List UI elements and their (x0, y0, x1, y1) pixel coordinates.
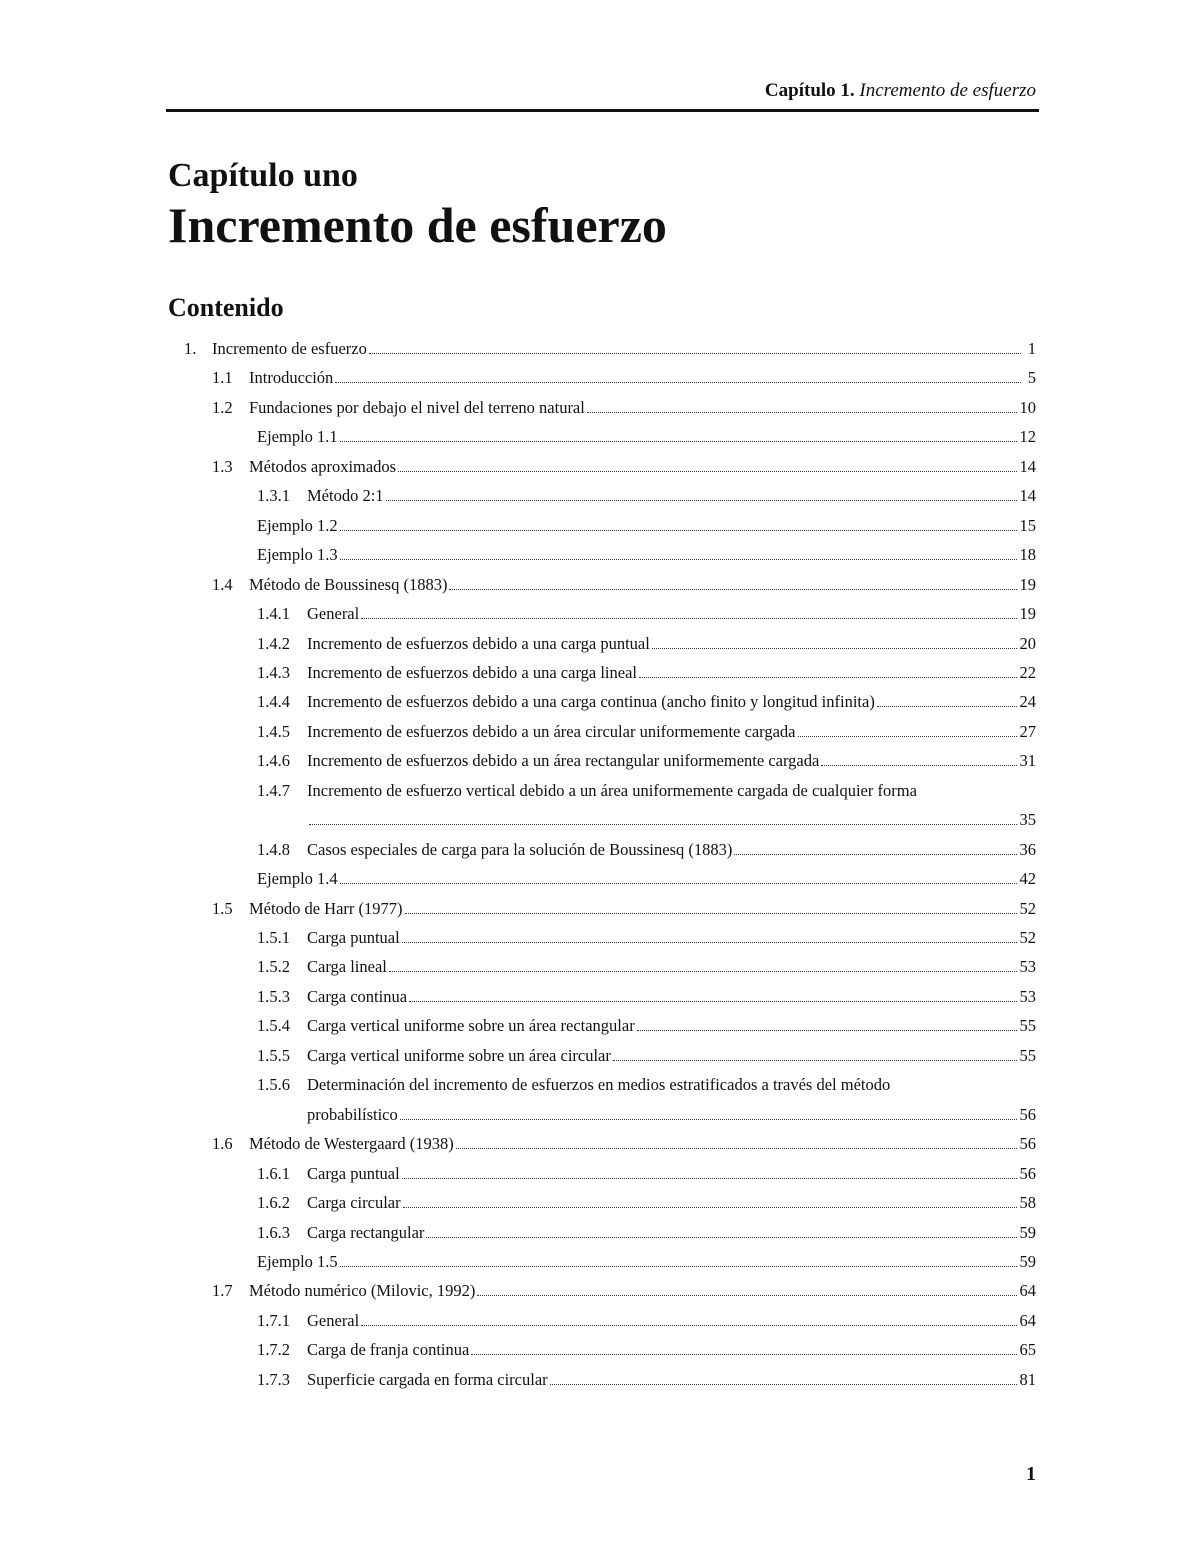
toc-entry-page: 15 (1019, 515, 1036, 535)
toc-entry-page: 55 (1019, 1016, 1036, 1036)
toc-entry[interactable] (0, 717, 1200, 746)
toc-entry-number: 1.6 (212, 1134, 233, 1154)
toc-entry-page: 81 (1019, 1369, 1036, 1389)
toc-entry[interactable] (0, 1306, 1200, 1335)
toc-leader-dots (456, 1148, 1017, 1149)
toc-leader-dots (877, 706, 1017, 707)
toc-entry-number: 1.7.2 (257, 1340, 290, 1360)
toc-entry-page: 18 (1019, 545, 1036, 565)
toc-entry-title: Carga rectangular (307, 1222, 425, 1242)
toc-entry[interactable] (0, 422, 1200, 451)
toc-entry-title: Incremento de esfuerzos debido a una carga continua (ancho finito y longitud infinita) (307, 692, 875, 712)
toc-leader-dots (361, 1325, 1016, 1326)
toc-entry-page: 35 (1019, 810, 1036, 830)
page-number: 1 (1026, 1463, 1036, 1485)
toc-entry-title: Carga de franja continua (307, 1340, 470, 1360)
contents-heading: Contenido (168, 293, 284, 322)
toc-entry-number: 1.7.3 (257, 1369, 290, 1389)
toc-entry[interactable] (0, 511, 1200, 540)
toc-entry-number: 1.3 (212, 456, 233, 476)
toc-entry-title: Ejemplo 1.4 (257, 869, 338, 889)
toc-leader-dots (409, 1001, 1016, 1002)
toc-entry-title: Ejemplo 1.2 (257, 515, 338, 535)
toc-entry-title: Método numérico (Milovic, 1992) (249, 1281, 476, 1301)
toc-entry-title: Métodos aproximados (249, 456, 397, 476)
toc-leader-dots (386, 500, 1017, 501)
toc-entry-number: 1. (184, 339, 197, 358)
toc-entry-number: 1.4.4 (257, 692, 290, 712)
toc-entry[interactable] (0, 864, 1200, 893)
toc-entry[interactable] (0, 776, 1200, 805)
toc-entry-title: Casos especiales de carga para la solución de Boussinesq (1883) (307, 839, 733, 859)
toc-entry-title: Ejemplo 1.5 (257, 1251, 338, 1271)
toc-entry-number: 1.4.1 (257, 604, 290, 624)
toc-entry-title: Carga circular (307, 1193, 401, 1213)
toc-leader-dots (550, 1384, 1017, 1385)
toc-entry-page: 56 (1019, 1163, 1036, 1183)
toc-entry-title: Carga vertical uniforme sobre un área rectangular (307, 1016, 635, 1036)
toc-entry[interactable] (0, 1011, 1200, 1040)
toc-entry-title: Método de Boussinesq (1883) (249, 574, 448, 594)
toc-entry-page: 12 (1019, 427, 1036, 447)
toc-entry[interactable] (0, 481, 1200, 510)
toc-entry-title: Ejemplo 1.1 (257, 427, 338, 447)
toc-leader-dots (309, 824, 1017, 825)
toc-entry[interactable] (0, 658, 1200, 687)
toc-entry[interactable] (0, 952, 1200, 981)
toc-entry-title: Introducción (249, 368, 334, 388)
toc-entry-continuation[interactable] (0, 1100, 1200, 1129)
toc-leader-dots (734, 854, 1016, 855)
toc-entry[interactable] (0, 1159, 1200, 1188)
toc-entry[interactable] (0, 1276, 1200, 1305)
toc-entry-number: 1.4.6 (257, 751, 290, 771)
toc-entry-page: 64 (1019, 1281, 1036, 1301)
toc-entry-title: Ejemplo 1.3 (257, 545, 338, 565)
toc-leader-dots (340, 441, 1017, 442)
toc-entry-page: 10 (1019, 397, 1036, 417)
toc-entry[interactable] (0, 334, 1200, 363)
toc-entry-page: 59 (1019, 1222, 1036, 1242)
toc-entry-title: Carga continua (307, 986, 408, 1006)
toc-entry-title: Incremento de esfuerzos debido a un área circular uniformemente cargada (307, 721, 796, 741)
toc-entry[interactable] (0, 452, 1200, 481)
toc-entry[interactable] (0, 1041, 1200, 1070)
toc-entry-title: Carga puntual (307, 1163, 400, 1183)
toc-entry[interactable] (0, 570, 1200, 599)
toc-entry-page: 5 (1027, 368, 1036, 388)
toc-entry-page: 19 (1019, 574, 1036, 594)
toc-leader-dots (449, 589, 1016, 590)
toc-entry-number: 1.4.5 (257, 721, 290, 741)
toc-entry[interactable] (0, 1335, 1200, 1364)
toc-entry-number: 1.5.4 (257, 1016, 290, 1036)
toc-entry[interactable] (0, 923, 1200, 952)
toc-entry-title: Fundaciones por debajo el nivel del terreno natural (249, 397, 585, 417)
toc-leader-dots (340, 883, 1017, 884)
toc-entry[interactable] (0, 599, 1200, 628)
toc-entry-number: 1.7.1 (257, 1310, 290, 1330)
toc-entry[interactable] (0, 1247, 1200, 1276)
toc-entry-number: 1.5.6 (257, 1075, 290, 1095)
toc-entry[interactable] (0, 363, 1200, 392)
toc-entry-title: Método 2:1 (307, 486, 384, 506)
toc-leader-dots (652, 648, 1017, 649)
toc-entry-page: 24 (1019, 692, 1036, 712)
toc-entry-page: 31 (1019, 751, 1036, 771)
toc-entry-title: Incremento de esfuerzos debido a una carga puntual (307, 633, 650, 653)
toc-entry-title: Incremento de esfuerzos debido a una carga lineal (307, 662, 637, 682)
toc-entry-number: 1.4.2 (257, 633, 290, 653)
toc-entry[interactable] (0, 982, 1200, 1011)
toc-entry-page: 59 (1019, 1251, 1036, 1271)
toc-entry-page: 64 (1019, 1310, 1036, 1330)
toc-entry-number: 1.5 (212, 898, 233, 918)
toc-entry[interactable] (0, 629, 1200, 658)
toc-entry-number: 1.2 (212, 397, 233, 417)
toc-entry-number: 1.6.3 (257, 1222, 290, 1242)
toc-entry-page: 56 (1019, 1134, 1036, 1154)
toc-leader-dots (340, 530, 1017, 531)
toc-entry-number: 1.4 (212, 574, 233, 594)
toc-entry-page: 27 (1019, 721, 1036, 741)
toc-leader-dots (637, 1030, 1017, 1031)
toc-leader-dots (369, 353, 1021, 354)
toc-entry[interactable] (0, 746, 1200, 775)
toc-entry-page: 52 (1019, 928, 1036, 947)
toc-leader-dots (403, 1207, 1017, 1208)
toc-entry-page: 36 (1019, 839, 1036, 859)
chapter-label: Capítulo uno (168, 157, 358, 194)
toc-entry[interactable] (0, 1129, 1200, 1158)
toc-entry[interactable] (0, 894, 1200, 923)
toc-entry-title: Incremento de esfuerzos debido a un área rectangular uniformemente cargada (307, 751, 820, 771)
toc-entry-number: 1.6.2 (257, 1193, 290, 1213)
toc-leader-dots (587, 412, 1017, 413)
toc-leader-dots (389, 971, 1017, 972)
toc-entry-title: Incremento de esfuerzo (212, 339, 367, 358)
toc-entry-title: Incremento de esfuerzo vertical debido a un área uniformemente cargada de cualquier forma (307, 780, 917, 800)
toc-entry-page: 53 (1019, 957, 1036, 977)
toc-entry-number: 1.5.2 (257, 957, 290, 977)
toc-entry-page: 1 (1027, 339, 1036, 358)
toc-leader-dots (398, 471, 1016, 472)
toc-entry-continuation[interactable] (0, 805, 1200, 834)
toc-entry-title: Método de Westergaard (1938) (249, 1134, 454, 1154)
toc-leader-dots (340, 559, 1017, 560)
chapter-title: Incremento de esfuerzo (168, 197, 667, 253)
toc-entry-number: 1.3.1 (257, 486, 290, 506)
toc-leader-dots (798, 736, 1017, 737)
toc-leader-dots (405, 913, 1017, 914)
toc-leader-dots (402, 1178, 1017, 1179)
toc-entry-number: 1.4.8 (257, 839, 290, 859)
toc-entry-title: Método de Harr (1977) (249, 898, 403, 918)
toc-leader-dots (426, 1237, 1016, 1238)
toc-entry-title: Carga vertical uniforme sobre un área circular (307, 1045, 611, 1065)
header-rule (166, 109, 1039, 112)
toc-entry-title: Determinación del incremento de esfuerzos en medios estratificados a través del método (307, 1075, 891, 1095)
toc-entry[interactable] (0, 1188, 1200, 1217)
toc-entry[interactable] (0, 393, 1200, 422)
toc-entry[interactable] (0, 540, 1200, 569)
toc-entry-title: Superficie cargada en forma circular (307, 1369, 548, 1389)
toc-leader-dots (613, 1060, 1017, 1061)
toc-entry-page: 14 (1019, 486, 1036, 506)
toc-entry-page: 20 (1019, 633, 1036, 653)
toc-leader-dots (821, 765, 1016, 766)
toc-entry-number: 1.5.5 (257, 1045, 290, 1065)
toc-entry-page: 53 (1019, 986, 1036, 1006)
toc-entry-page: 14 (1019, 456, 1036, 476)
toc-entry-number: 1.1 (212, 368, 233, 388)
toc-leader-dots (639, 677, 1017, 678)
toc-entry-page: 22 (1019, 662, 1036, 682)
toc-entry-page: 56 (1019, 1104, 1036, 1124)
toc-entry-page: 42 (1019, 869, 1036, 889)
toc-entry[interactable] (0, 1365, 1200, 1394)
running-header-title: Incremento de esfuerzo (859, 80, 1036, 101)
toc-entry-page: 58 (1019, 1193, 1036, 1213)
toc-entry-number: 1.6.1 (257, 1163, 290, 1183)
toc-entry-page: 55 (1019, 1045, 1036, 1065)
toc-entry-number: 1.5.1 (257, 928, 290, 947)
toc-leader-dots (340, 1266, 1017, 1267)
toc-entry-page: 52 (1019, 898, 1036, 918)
toc-entry-title: Carga puntual (307, 928, 400, 947)
toc-entry[interactable] (0, 1070, 1200, 1099)
toc-entry-title: Carga lineal (307, 957, 387, 977)
toc-entry[interactable] (0, 687, 1200, 716)
running-header-label: Capítulo 1. (764, 80, 855, 101)
toc-leader-dots (361, 618, 1016, 619)
running-header (168, 80, 1036, 102)
toc-leader-dots (400, 1119, 1017, 1120)
toc-entry-title: General (307, 1310, 360, 1330)
toc-entry-page: 65 (1019, 1340, 1036, 1360)
toc-leader-dots (402, 942, 1017, 943)
toc-entry-title-continued: probabilístico (307, 1104, 398, 1124)
toc-entry-number: 1.4.3 (257, 662, 290, 682)
toc-entry-page: 19 (1019, 604, 1036, 624)
toc-leader-dots (335, 382, 1021, 383)
toc-entry-title: General (307, 604, 360, 624)
toc-entry[interactable] (0, 835, 1200, 864)
toc-leader-dots (471, 1354, 1016, 1355)
toc-entry-number: 1.5.3 (257, 986, 290, 1006)
toc-entry-number: 1.7 (212, 1281, 233, 1301)
toc-entry-number: 1.4.7 (257, 780, 290, 800)
toc-entry[interactable] (0, 1218, 1200, 1247)
toc-leader-dots (477, 1295, 1016, 1296)
